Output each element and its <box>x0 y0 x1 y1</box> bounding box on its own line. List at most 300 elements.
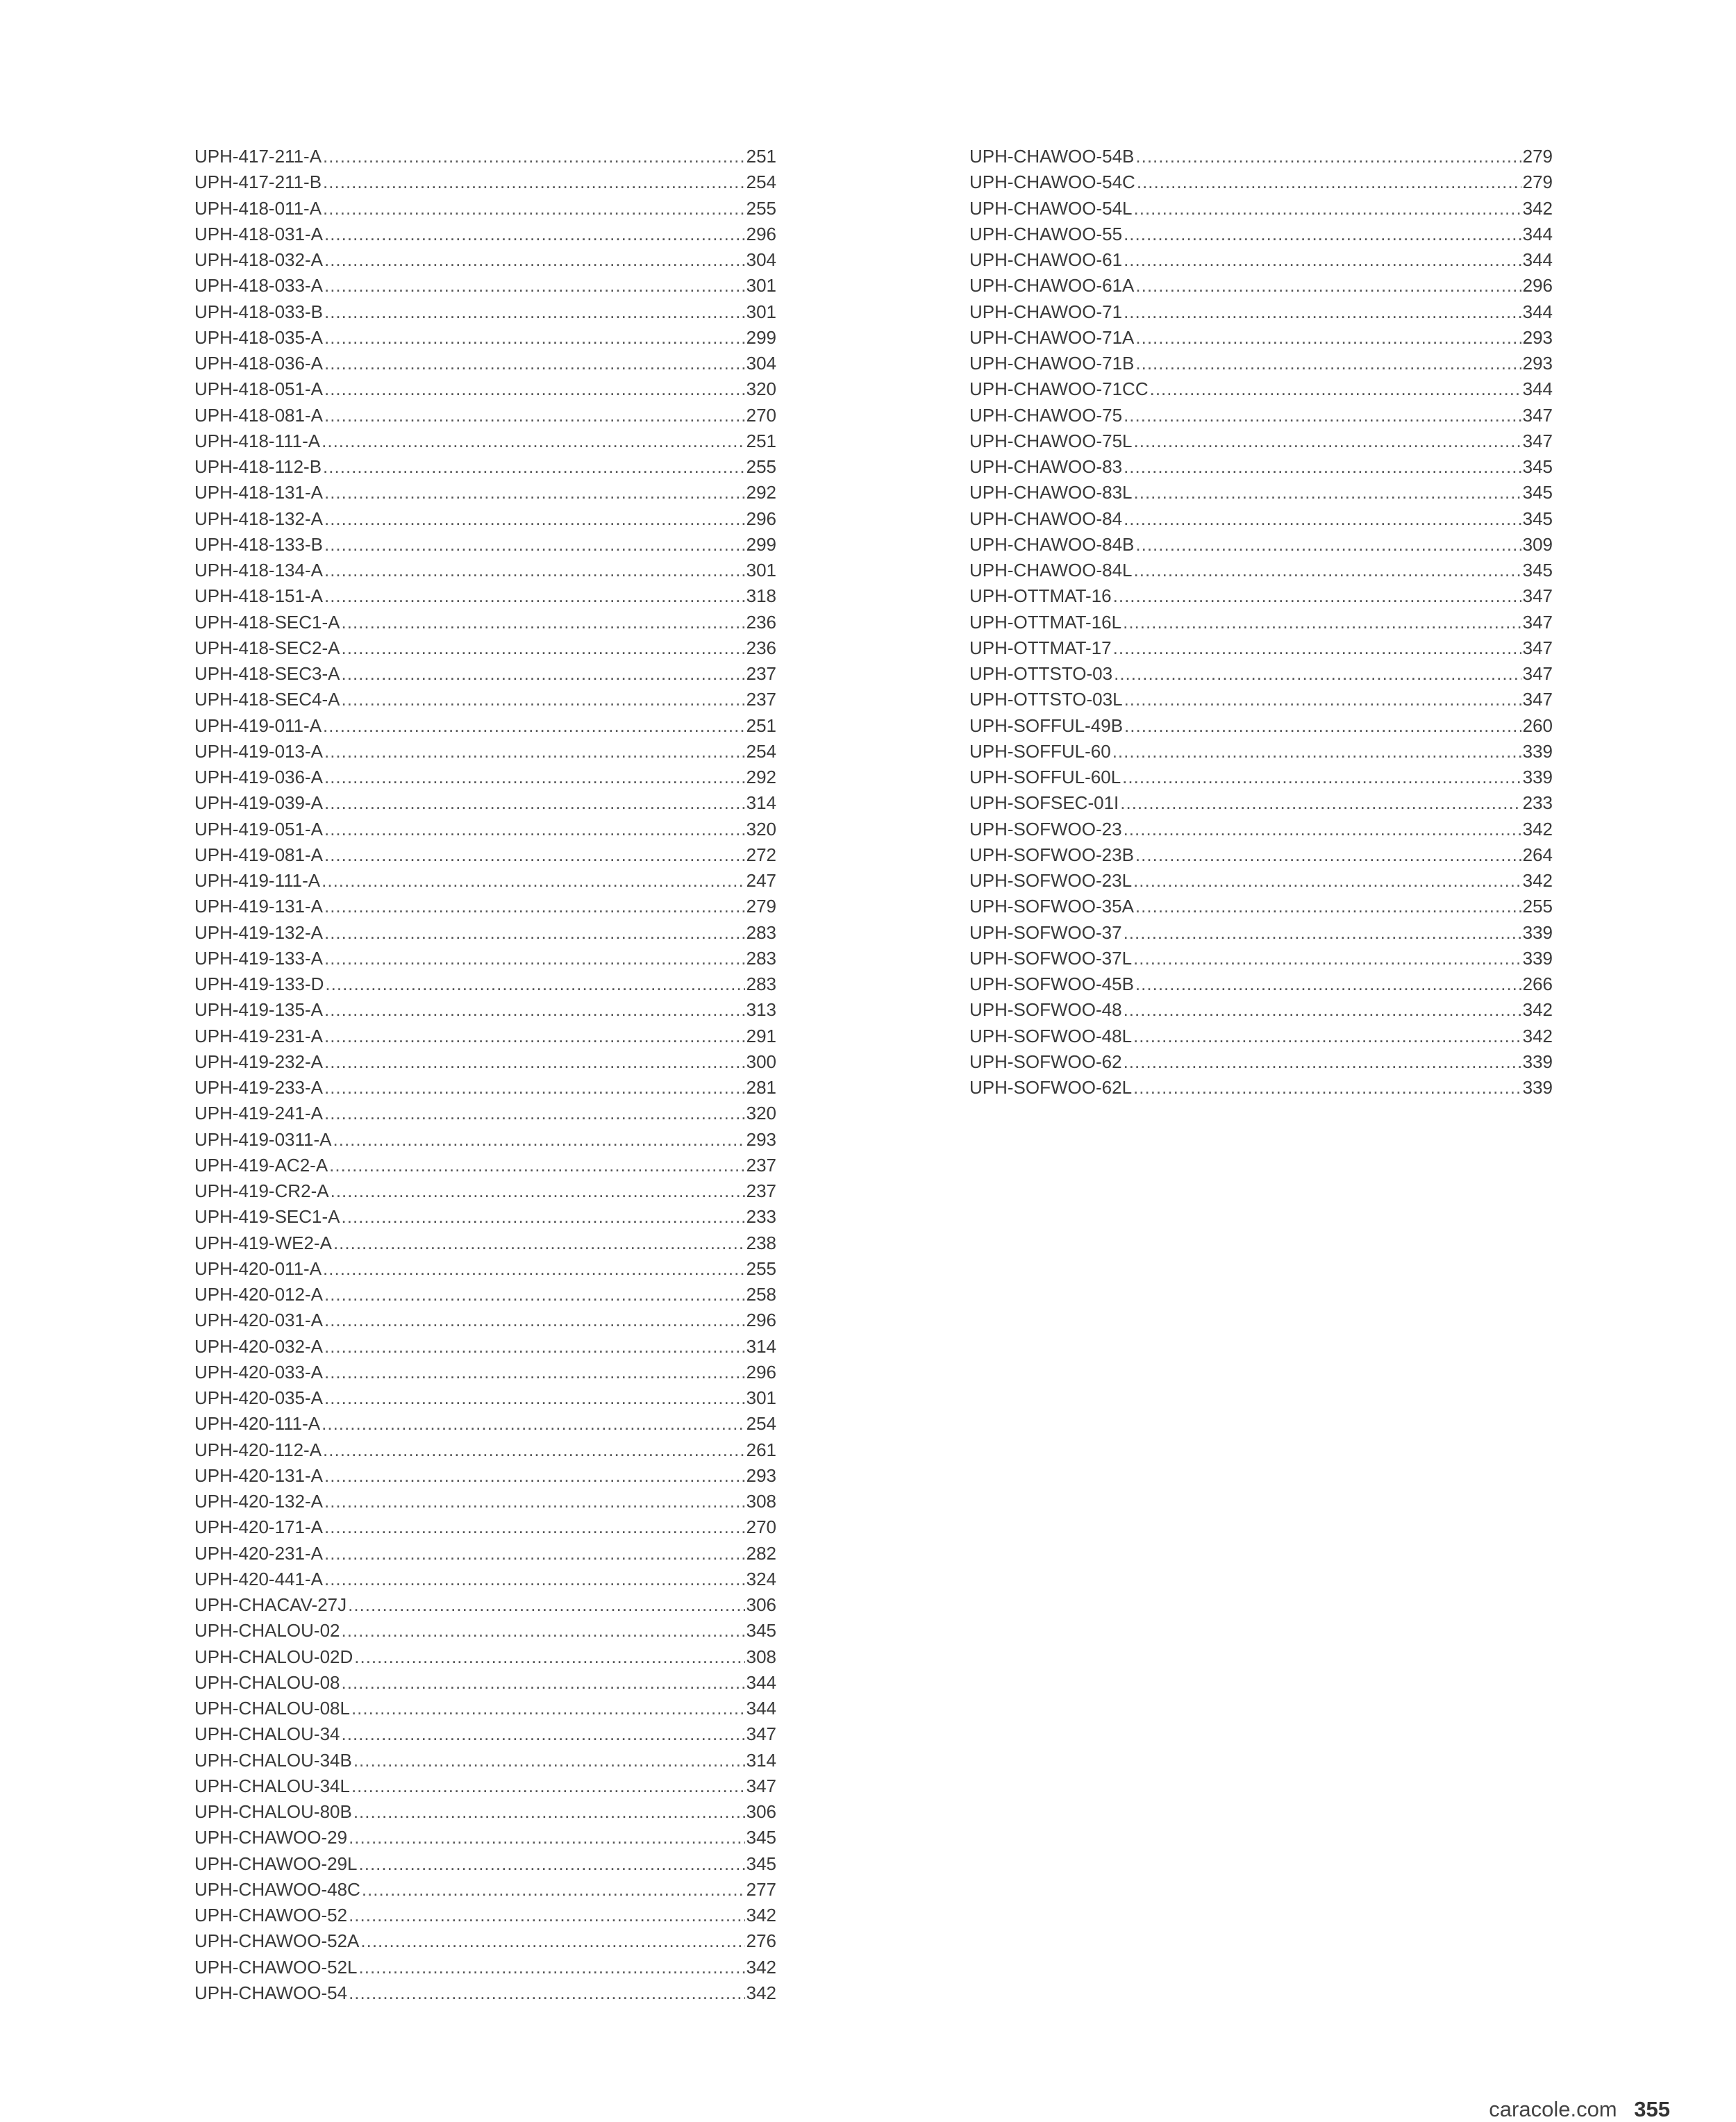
entry-page: 344 <box>1522 249 1553 270</box>
index-entry <box>969 920 1553 946</box>
dot-leader <box>324 583 745 609</box>
dot-leader <box>324 1541 745 1567</box>
entry-page: 344 <box>1522 223 1553 244</box>
dot-leader <box>1124 403 1521 428</box>
dot-leader <box>323 144 745 169</box>
entry-code: UPH-CHAWOO-83 <box>969 456 1123 477</box>
dot-leader <box>323 1256 745 1282</box>
index-entry <box>194 1541 776 1567</box>
entry-code: UPH-418-SEC3-A <box>194 663 340 684</box>
dot-leader <box>322 428 744 454</box>
index-entry <box>194 1282 776 1308</box>
index-column-left <box>194 144 776 2006</box>
dot-leader <box>1135 971 1521 997</box>
entry-page: 251 <box>746 146 776 167</box>
dot-leader <box>353 1748 745 1773</box>
entry-page: 324 <box>746 1568 776 1589</box>
dot-leader <box>324 506 745 532</box>
entry-page: 344 <box>1522 378 1553 400</box>
dot-leader <box>333 1127 745 1153</box>
entry-code: UPH-420-035-A <box>194 1387 323 1408</box>
entry-code: UPH-420-131-A <box>194 1464 323 1486</box>
index-entry <box>194 1567 776 1592</box>
entry-code: UPH-420-032-A <box>194 1335 323 1357</box>
entry-page: 339 <box>1522 740 1553 762</box>
dot-leader <box>354 1644 744 1670</box>
entry-page: 314 <box>746 1749 776 1771</box>
index-entry <box>194 1825 776 1851</box>
dot-leader <box>1133 1024 1521 1049</box>
entry-code: UPH-CHAWOO-84 <box>969 508 1123 529</box>
index-entry <box>969 687 1553 712</box>
entry-page: 347 <box>1522 611 1553 633</box>
entry-code: UPH-418-033-A <box>194 275 323 296</box>
index-entry <box>194 635 776 661</box>
index-entry <box>194 196 776 222</box>
entry-code: UPH-419-232-A <box>194 1051 323 1072</box>
entry-code: UPH-420-111-A <box>194 1413 321 1435</box>
entry-page: 342 <box>1522 1025 1553 1046</box>
entry-page: 342 <box>746 1956 776 1978</box>
entry-page: 293 <box>746 1128 776 1150</box>
entry-page: 345 <box>746 1827 776 1848</box>
entry-code: UPH-CHAWOO-84L <box>969 560 1133 580</box>
dot-leader <box>324 842 745 868</box>
dot-leader <box>324 1308 745 1333</box>
entry-page: 277 <box>746 1878 776 1900</box>
index-entry <box>194 842 776 868</box>
dot-leader <box>324 894 745 919</box>
entry-page: 345 <box>1522 508 1553 529</box>
dot-leader <box>329 1153 744 1178</box>
dot-leader <box>349 1980 745 2006</box>
index-entry <box>194 1799 776 1825</box>
dot-leader <box>324 790 745 816</box>
dot-leader <box>322 1411 744 1437</box>
entry-code: UPH-CHAWOO-71A <box>969 326 1135 348</box>
entry-code: UPH-418-031-A <box>194 223 323 244</box>
entry-page: 301 <box>746 301 776 322</box>
index-entry <box>969 765 1553 790</box>
entry-page: 233 <box>1522 792 1553 814</box>
index-entry <box>969 946 1553 971</box>
index-entry <box>969 790 1553 816</box>
dot-leader <box>351 1773 745 1799</box>
entry-page: 347 <box>746 1775 776 1796</box>
index-entry <box>969 661 1553 687</box>
index-entry <box>969 1075 1553 1101</box>
dot-leader <box>324 1075 745 1101</box>
index-entry <box>969 894 1553 919</box>
entry-page: 237 <box>746 663 776 684</box>
index-entry <box>194 1230 776 1256</box>
entry-code: UPH-OTTMAT-16L <box>969 611 1122 633</box>
dot-leader <box>342 1721 745 1747</box>
entry-code: UPH-OTTSTO-03L <box>969 689 1123 710</box>
entry-page: 279 <box>1522 172 1553 193</box>
entry-code: UPH-SOFWOO-62 <box>969 1051 1122 1072</box>
dot-leader <box>342 635 745 661</box>
entry-code: UPH-418-131-A <box>194 482 323 503</box>
dot-leader <box>342 1618 745 1644</box>
entry-code: UPH-SOFWOO-62L <box>969 1077 1133 1098</box>
entry-code: UPH-SOFFUL-60 <box>969 740 1111 762</box>
entry-code: UPH-419-133-D <box>194 974 324 994</box>
dot-leader <box>324 1514 745 1540</box>
entry-code: UPH-418-032-A <box>194 249 323 270</box>
index-entry <box>194 1256 776 1282</box>
index-entry <box>194 1204 776 1230</box>
index-entry <box>194 610 776 635</box>
dot-leader <box>1124 817 1521 842</box>
index-entry <box>194 920 776 946</box>
dot-leader <box>324 1385 745 1411</box>
dot-leader <box>1124 920 1521 946</box>
entry-code: UPH-SOFWOO-48L <box>969 1025 1133 1046</box>
entry-code: UPH-418-133-B <box>194 533 323 555</box>
entry-code: UPH-420-132-A <box>194 1491 323 1512</box>
entry-code: UPH-420-033-A <box>194 1361 323 1382</box>
dot-leader <box>323 196 745 222</box>
entry-code: UPH-418-033-B <box>194 301 323 322</box>
dot-leader <box>1124 454 1521 480</box>
entry-page: 237 <box>746 689 776 710</box>
index-entry <box>194 1928 776 1954</box>
dot-leader <box>1134 480 1521 506</box>
entry-code: UPH-419-131-A <box>194 896 323 917</box>
entry-page: 260 <box>1522 715 1553 736</box>
index-entry <box>969 583 1553 609</box>
dot-leader <box>1123 610 1521 635</box>
index-entry <box>969 635 1553 661</box>
dot-leader <box>324 920 745 946</box>
entry-page: 237 <box>746 1180 776 1201</box>
dot-leader <box>349 1825 745 1851</box>
entry-code: UPH-CHALOU-80B <box>194 1801 352 1822</box>
entry-page: 236 <box>746 611 776 633</box>
entry-page: 255 <box>746 197 776 219</box>
entry-page: 279 <box>1522 146 1553 167</box>
index-entry <box>194 1049 776 1075</box>
index-entry <box>969 1024 1553 1049</box>
index-entry <box>194 971 776 997</box>
dot-leader <box>324 1360 745 1385</box>
entry-code: UPH-418-134-A <box>194 560 323 580</box>
dot-leader <box>1124 247 1521 273</box>
index-entry <box>194 558 776 583</box>
entry-code: UPH-CHALOU-34 <box>194 1723 340 1745</box>
dot-leader <box>324 325 745 351</box>
index-entry <box>194 1877 776 1903</box>
entry-code: UPH-418-111-A <box>194 430 321 451</box>
entry-code: UPH-419-011-A <box>194 715 322 736</box>
entry-code: UPH-419-241-A <box>194 1103 323 1124</box>
entry-page: 299 <box>746 533 776 555</box>
entry-code: UPH-CHAWOO-52 <box>194 1905 348 1925</box>
entry-page: 347 <box>1522 404 1553 426</box>
entry-page: 347 <box>1522 637 1553 658</box>
index-entry <box>194 1437 776 1463</box>
entry-page: 309 <box>1522 533 1553 555</box>
index-entry <box>969 868 1553 894</box>
entry-code: UPH-420-171-A <box>194 1517 323 1538</box>
dot-leader <box>1135 351 1521 376</box>
entry-page: 272 <box>746 844 776 865</box>
index-entry <box>194 532 776 558</box>
entry-page: 342 <box>746 1982 776 2003</box>
dot-leader <box>1137 169 1521 195</box>
index-entry <box>194 169 776 195</box>
dot-leader <box>359 1955 745 1980</box>
entry-page: 296 <box>1522 275 1553 296</box>
index-entry <box>969 480 1553 506</box>
entry-page: 270 <box>746 1517 776 1538</box>
entry-page: 344 <box>1522 301 1553 322</box>
index-entry <box>194 1385 776 1411</box>
entry-code: UPH-SOFWOO-23B <box>969 844 1134 865</box>
entry-code: UPH-419-051-A <box>194 818 323 839</box>
entry-code: UPH-CHALOU-02 <box>194 1620 340 1641</box>
index-entry <box>969 273 1553 299</box>
dot-leader <box>324 222 745 247</box>
entry-code: UPH-SOFFUL-49B <box>969 715 1124 736</box>
entry-page: 276 <box>746 1930 776 1952</box>
index-entry <box>194 351 776 376</box>
entry-page: 342 <box>746 1905 776 1925</box>
dot-leader <box>324 946 745 971</box>
dot-leader <box>1135 532 1521 558</box>
dot-leader <box>324 1101 745 1126</box>
dot-leader <box>342 1670 745 1696</box>
dot-leader <box>360 1928 744 1954</box>
entry-page: 258 <box>746 1284 776 1305</box>
dot-leader <box>362 1877 745 1903</box>
index-entry <box>194 765 776 790</box>
entry-page: 342 <box>1522 197 1553 219</box>
dot-leader <box>1114 661 1521 687</box>
entry-page: 320 <box>746 818 776 839</box>
entry-page: 313 <box>746 999 776 1021</box>
entry-code: UPH-CHAWOO-84B <box>969 533 1135 555</box>
entry-code: UPH-CHAWOO-83L <box>969 482 1133 503</box>
entry-code: UPH-419-AC2-A <box>194 1154 328 1176</box>
entry-code: UPH-SOFWOO-37 <box>969 921 1122 943</box>
dot-leader <box>324 403 745 428</box>
entry-page: 344 <box>746 1698 776 1719</box>
entry-page: 251 <box>746 430 776 451</box>
entry-page: 345 <box>746 1853 776 1874</box>
dot-leader <box>324 299 745 325</box>
entry-code: UPH-419-231-A <box>194 1025 323 1046</box>
dot-leader <box>324 817 745 842</box>
entry-page: 283 <box>746 921 776 943</box>
index-entry <box>194 1101 776 1126</box>
dot-leader <box>1124 299 1521 325</box>
entry-page: 247 <box>746 870 776 891</box>
dot-leader <box>1124 506 1521 532</box>
entry-code: UPH-418-112-B <box>194 456 322 477</box>
entry-page: 254 <box>746 1413 776 1435</box>
entry-code: UPH-CHAWOO-55 <box>969 223 1123 244</box>
entry-code: UPH-419-013-A <box>194 740 323 762</box>
index-entry <box>969 169 1553 195</box>
entry-page: 254 <box>746 740 776 762</box>
dot-leader <box>1133 946 1521 971</box>
entry-page: 347 <box>1522 663 1553 684</box>
entry-page: 238 <box>746 1232 776 1253</box>
dot-leader <box>322 868 744 894</box>
dot-leader <box>324 558 745 583</box>
index-entry <box>194 506 776 532</box>
entry-code: UPH-417-211-A <box>194 146 322 167</box>
entry-code: UPH-418-SEC2-A <box>194 637 340 658</box>
dot-leader <box>323 1437 745 1463</box>
dot-leader <box>342 661 745 687</box>
entry-code: UPH-CHAWOO-71CC <box>969 378 1149 400</box>
entry-page: 308 <box>746 1491 776 1512</box>
index-entry <box>194 583 776 609</box>
entry-code: UPH-419-039-A <box>194 792 323 814</box>
index-entry <box>969 971 1553 997</box>
entry-page: 314 <box>746 1335 776 1357</box>
dot-leader <box>342 610 745 635</box>
index-entry <box>194 273 776 299</box>
entry-code: UPH-SOFWOO-45B <box>969 974 1134 994</box>
index-entry <box>194 144 776 169</box>
entry-page: 339 <box>1522 1051 1553 1072</box>
dot-leader <box>324 273 745 299</box>
entry-page: 296 <box>746 508 776 529</box>
entry-page: 292 <box>746 767 776 787</box>
index-entry <box>194 1075 776 1101</box>
index-entry <box>194 325 776 351</box>
index-entry <box>194 222 776 247</box>
entry-page: 339 <box>1522 921 1553 943</box>
entry-page: 270 <box>746 404 776 426</box>
entry-code: UPH-CHAWOO-61A <box>969 275 1135 296</box>
index-entry <box>194 1308 776 1333</box>
dot-leader <box>1113 635 1521 661</box>
index-entry <box>194 1411 776 1437</box>
entry-page: 301 <box>746 560 776 580</box>
entry-code: UPH-419-133-A <box>194 947 323 969</box>
dot-leader <box>324 376 745 402</box>
entry-code: UPH-420-441-A <box>194 1568 323 1589</box>
entry-code: UPH-419-081-A <box>194 844 323 865</box>
entry-page: 306 <box>746 1594 776 1615</box>
index-entry <box>194 713 776 739</box>
index-column-right <box>969 144 1553 1101</box>
index-entry <box>969 506 1553 532</box>
entry-page: 233 <box>746 1206 776 1228</box>
dot-leader <box>1135 144 1521 169</box>
index-entry <box>194 376 776 402</box>
entry-page: 255 <box>746 1258 776 1279</box>
entry-code: UPH-419-233-A <box>194 1077 323 1098</box>
entry-page: 345 <box>1522 456 1553 477</box>
dot-leader <box>1135 842 1521 868</box>
index-entry <box>969 610 1553 635</box>
entry-page: 342 <box>1522 999 1553 1021</box>
entry-code: UPH-CHAWOO-54 <box>194 1982 348 2003</box>
entry-code: UPH-419-036-A <box>194 767 323 787</box>
dot-leader <box>324 247 745 273</box>
entry-code: UPH-418-132-A <box>194 508 323 529</box>
dot-leader <box>1113 583 1521 609</box>
index-entry <box>194 1463 776 1489</box>
entry-code: UPH-OTTSTO-03 <box>969 663 1113 684</box>
index-entry <box>194 454 776 480</box>
dot-leader <box>1124 997 1521 1023</box>
entry-code: UPH-CHAWOO-71B <box>969 353 1135 374</box>
entry-code: UPH-419-WE2-A <box>194 1232 332 1253</box>
entry-page: 300 <box>746 1051 776 1072</box>
dot-leader <box>342 1204 745 1230</box>
index-entry <box>969 403 1553 428</box>
index-entry <box>194 1721 776 1747</box>
entry-page: 264 <box>1522 844 1553 865</box>
index-entry <box>969 247 1553 273</box>
index-entry <box>194 817 776 842</box>
index-entry <box>194 739 776 765</box>
dot-leader <box>324 997 745 1023</box>
dot-leader <box>1135 894 1521 919</box>
entry-page: 237 <box>746 1154 776 1176</box>
entry-code: UPH-SOFWOO-23 <box>969 818 1122 839</box>
page-footer <box>1489 2097 1670 2122</box>
index-entry <box>194 299 776 325</box>
entry-code: UPH-CHAWOO-54L <box>969 197 1133 219</box>
entry-page: 347 <box>1522 585 1553 607</box>
dot-leader <box>324 1489 745 1514</box>
entry-page: 345 <box>1522 560 1553 580</box>
index-entry <box>194 1360 776 1385</box>
entry-code: UPH-CHAWOO-61 <box>969 249 1123 270</box>
entry-page: 339 <box>1522 947 1553 969</box>
index-entry <box>969 713 1553 739</box>
index-entry <box>969 558 1553 583</box>
entry-code: UPH-417-211-B <box>194 172 322 193</box>
entry-page: 306 <box>746 1801 776 1822</box>
index-entry <box>194 1153 776 1178</box>
entry-code: UPH-SOFWOO-48 <box>969 999 1122 1021</box>
index-entry <box>194 1644 776 1670</box>
dot-leader <box>331 1178 745 1204</box>
dot-leader <box>1124 1049 1521 1075</box>
entry-code: UPH-418-081-A <box>194 404 323 426</box>
entry-code: UPH-CHALOU-02D <box>194 1646 353 1667</box>
index-entry <box>194 1334 776 1360</box>
entry-code: UPH-420-031-A <box>194 1310 323 1331</box>
entry-page: 255 <box>1522 896 1553 917</box>
entry-code: UPH-CHAWOO-54C <box>969 172 1135 193</box>
dot-leader <box>323 454 745 480</box>
index-entry <box>194 1696 776 1721</box>
entry-page: 255 <box>746 456 776 477</box>
entry-page: 279 <box>746 896 776 917</box>
dot-leader <box>323 169 745 195</box>
entry-code: UPH-420-112-A <box>194 1439 322 1460</box>
entry-page: 261 <box>746 1439 776 1460</box>
entry-page: 283 <box>746 947 776 969</box>
index-entry <box>194 790 776 816</box>
entry-code: UPH-419-CR2-A <box>194 1180 329 1201</box>
entry-code: UPH-420-011-A <box>194 1258 322 1279</box>
entry-code: UPH-418-051-A <box>194 378 323 400</box>
entry-code: UPH-418-011-A <box>194 197 322 219</box>
entry-code: UPH-418-SEC1-A <box>194 611 340 633</box>
entry-page: 281 <box>746 1077 776 1098</box>
